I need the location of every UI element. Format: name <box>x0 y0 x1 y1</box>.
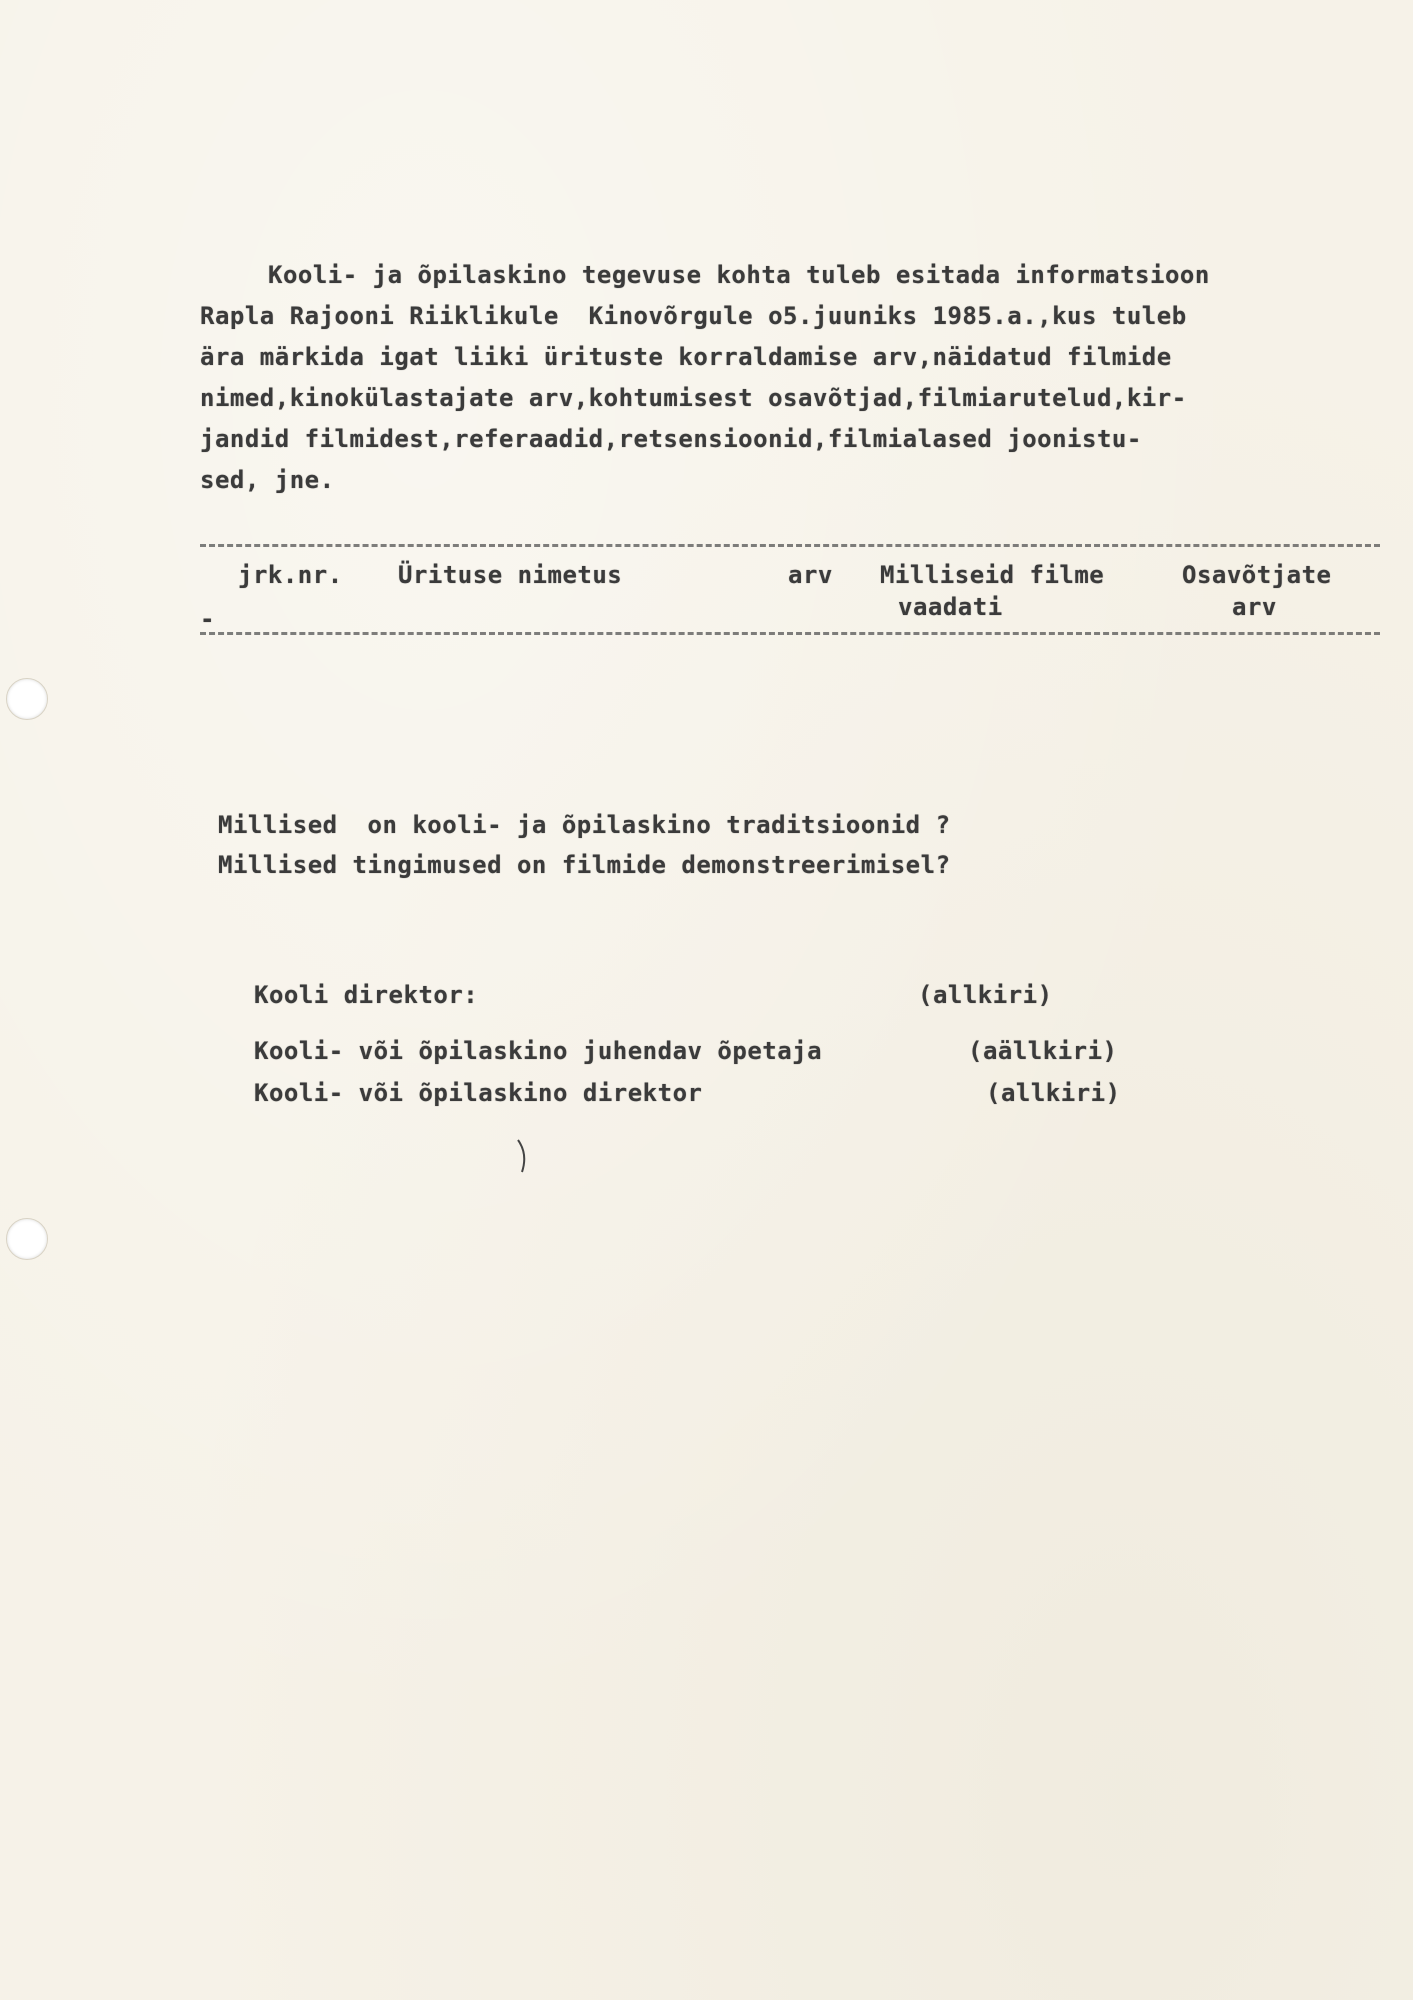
intro-line-5: jandid filmidest,referaadid,retsensioonid,filmialased joonistu- <box>200 425 1142 453</box>
table-top-rule <box>200 544 1380 547</box>
punch-hole-top <box>6 678 48 720</box>
intro-line-4: nimed,kinokülastajate arv,kohtumisest osavõtjad,filmiarutelud,kir- <box>200 384 1187 412</box>
column-films-line-2: vaadati <box>898 593 1003 621</box>
intro-line-1: Kooli- ja õpilaskino tegevuse kohta tuleb esitada informatsioon <box>268 261 1210 289</box>
column-films-line-1: Milliseid filme <box>880 561 1105 589</box>
teacher-signature: (aällkiri) <box>968 1037 1118 1065</box>
intro-line-3: ära märkida igat liiki ürituste korraldamise arv,näidatud filmide <box>200 343 1172 371</box>
teacher-label: Kooli- või õpilaskino juhendav õpetaja <box>254 1037 823 1065</box>
director-label: Kooli direktor: <box>254 981 479 1009</box>
intro-line-6: sed, jne. <box>200 466 335 494</box>
column-name: Ürituse nimetus <box>398 561 623 589</box>
pen-mark <box>516 1138 530 1174</box>
intro-line-2: Rapla Rajooni Riiklikule Kinovõrgule o5.juuniks 1985.a.,kus tuleb <box>200 302 1187 330</box>
director-signature: (allkiri) <box>918 981 1053 1009</box>
column-participants-line-2: arv <box>1232 593 1277 621</box>
punch-hole-bottom <box>6 1218 48 1260</box>
cinema-director-label: Kooli- või õpilaskino direktor <box>254 1079 703 1107</box>
column-count: arv <box>788 561 833 589</box>
column-participants-line-1: Osavõtjate <box>1182 561 1332 589</box>
cinema-director-signature: (allkiri) <box>986 1079 1121 1107</box>
question-traditions: Millised on kooli- ja õpilaskino traditsioonid ? <box>218 811 951 839</box>
table-dash: - <box>200 605 215 633</box>
table-bottom-rule <box>200 632 1380 635</box>
column-nr: jrk.nr. <box>238 561 343 589</box>
question-conditions: Millised tingimused on filmide demonstreerimisel? <box>218 851 951 879</box>
